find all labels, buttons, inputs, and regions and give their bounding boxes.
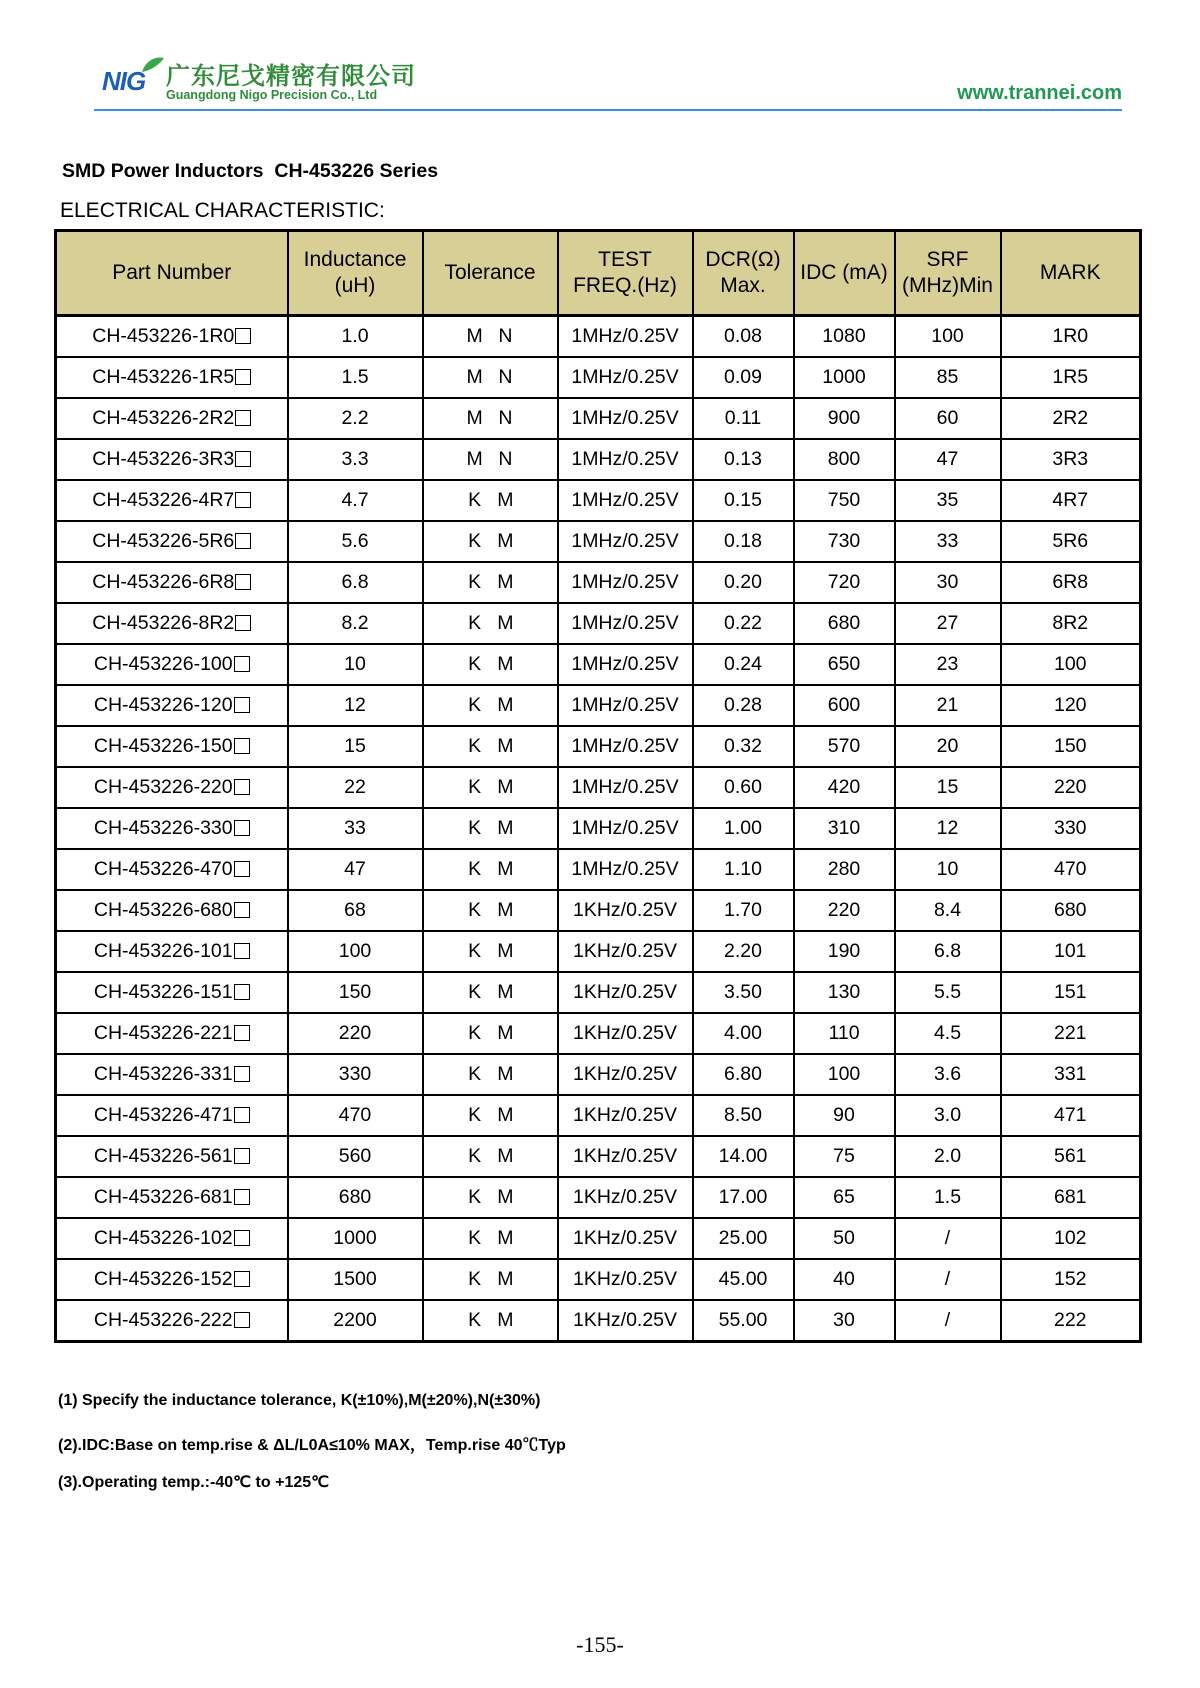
tolerance-code-box: [234, 697, 250, 713]
table-row: [56, 931, 1141, 972]
part-number-cell: CH-453226-331: [56, 1054, 288, 1095]
website-link[interactable]: www.trannei.com: [957, 82, 1122, 104]
idc-cell: 570: [794, 726, 895, 767]
dcr-cell: 14.00: [693, 1136, 794, 1177]
part-number-cell: CH-453226-100: [56, 644, 288, 685]
part-number-cell: CH-453226-5R6: [56, 521, 288, 562]
dcr-cell: 1.10: [693, 849, 794, 890]
mark-cell: 1R5: [1001, 357, 1141, 398]
part-number-cell: CH-453226-150: [56, 726, 288, 767]
mark-cell: 221: [1001, 1013, 1141, 1054]
header-srf: SRF (MHz)Min: [895, 231, 1001, 316]
table-row: [56, 849, 1141, 890]
mark-cell: 100: [1001, 644, 1141, 685]
test-freq-cell: 1KHz/0.25V: [558, 1136, 693, 1177]
table-row: [56, 1054, 1141, 1095]
header-idc: IDC (mA): [794, 231, 895, 316]
idc-cell: 220: [794, 890, 895, 931]
inductance-cell: 12: [288, 685, 423, 726]
srf-cell: /: [895, 1218, 1001, 1259]
tolerance-code-box: [234, 1148, 250, 1164]
table-row: [56, 1013, 1141, 1054]
test-freq-cell: 1KHz/0.25V: [558, 1177, 693, 1218]
tolerance-cell: K M: [423, 972, 558, 1013]
test-freq-cell: 1MHz/0.25V: [558, 726, 693, 767]
dcr-cell: 17.00: [693, 1177, 794, 1218]
inductance-cell: 8.2: [288, 603, 423, 644]
logo-mark: NIG: [102, 66, 146, 96]
tolerance-code-box: [234, 1312, 250, 1328]
dcr-cell: 4.00: [693, 1013, 794, 1054]
company-logo: [102, 56, 432, 106]
dcr-cell: 0.11: [693, 398, 794, 439]
srf-cell: 47: [895, 439, 1001, 480]
srf-cell: 3.0: [895, 1095, 1001, 1136]
table-row: [56, 1136, 1141, 1177]
srf-cell: 30: [895, 562, 1001, 603]
tolerance-cell: K M: [423, 1095, 558, 1136]
tolerance-code-box: [234, 861, 250, 877]
idc-cell: 50: [794, 1218, 895, 1259]
srf-cell: 12: [895, 808, 1001, 849]
header-tolerance: Tolerance: [423, 231, 558, 316]
mark-cell: 331: [1001, 1054, 1141, 1095]
inductance-cell: 10: [288, 644, 423, 685]
srf-cell: /: [895, 1300, 1001, 1342]
inductance-cell: 47: [288, 849, 423, 890]
dcr-cell: 25.00: [693, 1218, 794, 1259]
part-number-cell: CH-453226-8R2: [56, 603, 288, 644]
srf-cell: /: [895, 1259, 1001, 1300]
idc-cell: 730: [794, 521, 895, 562]
part-number-cell: CH-453226-152: [56, 1259, 288, 1300]
tolerance-code-box: [234, 984, 250, 1000]
header-dcr: DCR(Ω) Max.: [693, 231, 794, 316]
inductance-cell: 680: [288, 1177, 423, 1218]
part-number-cell: CH-453226-470: [56, 849, 288, 890]
srf-cell: 10: [895, 849, 1001, 890]
test-freq-cell: 1KHz/0.25V: [558, 1095, 693, 1136]
test-freq-cell: 1KHz/0.25V: [558, 1300, 693, 1342]
header-mark: MARK: [1001, 231, 1141, 316]
mark-cell: 222: [1001, 1300, 1141, 1342]
dcr-cell: 0.24: [693, 644, 794, 685]
test-freq-cell: 1MHz/0.25V: [558, 398, 693, 439]
tolerance-code-box: [235, 328, 251, 344]
mark-cell: 681: [1001, 1177, 1141, 1218]
dcr-cell: 1.00: [693, 808, 794, 849]
idc-cell: 720: [794, 562, 895, 603]
tolerance-cell: K M: [423, 603, 558, 644]
mark-cell: 152: [1001, 1259, 1141, 1300]
dcr-cell: 0.08: [693, 316, 794, 358]
table-body: [56, 316, 1141, 1342]
idc-cell: 650: [794, 644, 895, 685]
srf-cell: 85: [895, 357, 1001, 398]
idc-cell: 900: [794, 398, 895, 439]
inductance-cell: 22: [288, 767, 423, 808]
tolerance-code-box: [234, 779, 250, 795]
dcr-cell: 55.00: [693, 1300, 794, 1342]
tolerance-cell: K M: [423, 480, 558, 521]
tolerance-cell: K M: [423, 1054, 558, 1095]
table-row: [56, 972, 1141, 1013]
srf-cell: 8.4: [895, 890, 1001, 931]
table-row: [56, 357, 1141, 398]
part-number-cell: CH-453226-681: [56, 1177, 288, 1218]
dcr-cell: 6.80: [693, 1054, 794, 1095]
table-row: [56, 1218, 1141, 1259]
inductance-cell: 1.5: [288, 357, 423, 398]
table-row: [56, 890, 1141, 931]
inductance-cell: 3.3: [288, 439, 423, 480]
srf-cell: 3.6: [895, 1054, 1001, 1095]
tolerance-code-box: [234, 820, 250, 836]
test-freq-cell: 1MHz/0.25V: [558, 439, 693, 480]
mark-cell: 120: [1001, 685, 1141, 726]
table-row: [56, 767, 1141, 808]
dcr-cell: 8.50: [693, 1095, 794, 1136]
test-freq-cell: 1MHz/0.25V: [558, 562, 693, 603]
part-number-cell: CH-453226-6R8: [56, 562, 288, 603]
tolerance-code-box: [235, 574, 251, 590]
test-freq-cell: 1KHz/0.25V: [558, 931, 693, 972]
company-name-cn: 广东尼戈精密有限公司: [166, 62, 416, 90]
tolerance-code-box: [234, 1025, 250, 1041]
part-number-cell: CH-453226-471: [56, 1095, 288, 1136]
idc-cell: 90: [794, 1095, 895, 1136]
company-name-en: Guangdong Nigo Precision Co., Ltd: [166, 88, 378, 102]
idc-cell: 30: [794, 1300, 895, 1342]
tolerance-cell: M N: [423, 357, 558, 398]
inductance-cell: 68: [288, 890, 423, 931]
srf-cell: 5.5: [895, 972, 1001, 1013]
inductance-cell: 15: [288, 726, 423, 767]
dcr-cell: 3.50: [693, 972, 794, 1013]
part-number-cell: CH-453226-1R5: [56, 357, 288, 398]
dcr-cell: 45.00: [693, 1259, 794, 1300]
test-freq-cell: 1KHz/0.25V: [558, 1259, 693, 1300]
tolerance-cell: K M: [423, 1136, 558, 1177]
part-number-cell: CH-453226-151: [56, 972, 288, 1013]
dcr-cell: 0.09: [693, 357, 794, 398]
dcr-cell: 0.22: [693, 603, 794, 644]
tolerance-code-box: [234, 1107, 250, 1123]
test-freq-cell: 1MHz/0.25V: [558, 685, 693, 726]
mark-cell: 6R8: [1001, 562, 1141, 603]
tolerance-cell: K M: [423, 644, 558, 685]
dcr-cell: 0.13: [693, 439, 794, 480]
test-freq-cell: 1MHz/0.25V: [558, 644, 693, 685]
table-row: [56, 1095, 1141, 1136]
srf-cell: 20: [895, 726, 1001, 767]
inductance-cell: 1000: [288, 1218, 423, 1259]
header-inductance: Inductance (uH): [288, 231, 423, 316]
tolerance-code-box: [234, 943, 250, 959]
table-header-row: [56, 231, 1141, 316]
table-row: [56, 398, 1141, 439]
mark-cell: 471: [1001, 1095, 1141, 1136]
test-freq-cell: 1MHz/0.25V: [558, 808, 693, 849]
mark-cell: 8R2: [1001, 603, 1141, 644]
table-row: [56, 685, 1141, 726]
dcr-cell: 0.15: [693, 480, 794, 521]
idc-cell: 65: [794, 1177, 895, 1218]
inductance-cell: 560: [288, 1136, 423, 1177]
dcr-cell: 2.20: [693, 931, 794, 972]
idc-cell: 190: [794, 931, 895, 972]
dcr-cell: 0.18: [693, 521, 794, 562]
tolerance-code-box: [235, 615, 251, 631]
test-freq-cell: 1MHz/0.25V: [558, 480, 693, 521]
part-number-cell: CH-453226-120: [56, 685, 288, 726]
tolerance-cell: K M: [423, 521, 558, 562]
tolerance-cell: K M: [423, 808, 558, 849]
mark-cell: 102: [1001, 1218, 1141, 1259]
table-row: [56, 521, 1141, 562]
srf-cell: 60: [895, 398, 1001, 439]
mark-cell: 151: [1001, 972, 1141, 1013]
dcr-cell: 0.60: [693, 767, 794, 808]
idc-cell: 1000: [794, 357, 895, 398]
tolerance-code-box: [235, 410, 251, 426]
part-number-cell: CH-453226-101: [56, 931, 288, 972]
mark-cell: 470: [1001, 849, 1141, 890]
test-freq-cell: 1KHz/0.25V: [558, 1054, 693, 1095]
idc-cell: 40: [794, 1259, 895, 1300]
test-freq-cell: 1MHz/0.25V: [558, 603, 693, 644]
tolerance-cell: K M: [423, 726, 558, 767]
tolerance-code-box: [234, 1189, 250, 1205]
note-operating-temp: (3).Operating temp.:-40℃ to +125℃: [58, 1474, 330, 1491]
part-number-cell: CH-453226-102: [56, 1218, 288, 1259]
tolerance-code-box: [234, 1230, 250, 1246]
page-number: -155-: [576, 1632, 624, 1657]
table-row: [56, 316, 1141, 358]
part-number-cell: CH-453226-680: [56, 890, 288, 931]
test-freq-cell: 1MHz/0.25V: [558, 849, 693, 890]
table-row: [56, 644, 1141, 685]
tolerance-code-box: [234, 1066, 250, 1082]
tolerance-code-box: [234, 1271, 250, 1287]
part-number-cell: CH-453226-3R3: [56, 439, 288, 480]
table-row: [56, 808, 1141, 849]
idc-cell: 600: [794, 685, 895, 726]
mark-cell: 3R3: [1001, 439, 1141, 480]
part-number-cell: CH-453226-1R0: [56, 316, 288, 358]
table-row: [56, 726, 1141, 767]
tolerance-cell: K M: [423, 931, 558, 972]
section-title: ELECTRICAL CHARACTERISTIC:: [60, 199, 385, 222]
idc-cell: 310: [794, 808, 895, 849]
part-number-cell: CH-453226-4R7: [56, 480, 288, 521]
tolerance-code-box: [234, 902, 250, 918]
part-number-cell: CH-453226-221: [56, 1013, 288, 1054]
srf-cell: 1.5: [895, 1177, 1001, 1218]
test-freq-cell: 1MHz/0.25V: [558, 357, 693, 398]
part-number-cell: CH-453226-330: [56, 808, 288, 849]
part-number-cell: CH-453226-2R2: [56, 398, 288, 439]
mark-cell: 220: [1001, 767, 1141, 808]
tolerance-cell: K M: [423, 685, 558, 726]
srf-cell: 35: [895, 480, 1001, 521]
mark-cell: 1R0: [1001, 316, 1141, 358]
test-freq-cell: 1MHz/0.25V: [558, 767, 693, 808]
inductance-cell: 150: [288, 972, 423, 1013]
inductance-cell: 1.0: [288, 316, 423, 358]
mark-cell: 5R6: [1001, 521, 1141, 562]
srf-cell: 21: [895, 685, 1001, 726]
header-divider: [94, 109, 1122, 111]
dcr-cell: 0.28: [693, 685, 794, 726]
srf-cell: 4.5: [895, 1013, 1001, 1054]
inductance-cell: 4.7: [288, 480, 423, 521]
mark-cell: 101: [1001, 931, 1141, 972]
tolerance-code-box: [234, 656, 250, 672]
table-row: [56, 480, 1141, 521]
tolerance-cell: K M: [423, 1300, 558, 1342]
mark-cell: 330: [1001, 808, 1141, 849]
note-tolerance: (1) Specify the inductance tolerance, K(±10%),M(±20%),N(±30%): [58, 1392, 541, 1409]
tolerance-cell: K M: [423, 890, 558, 931]
mark-cell: 150: [1001, 726, 1141, 767]
idc-cell: 130: [794, 972, 895, 1013]
test-freq-cell: 1MHz/0.25V: [558, 521, 693, 562]
srf-cell: 100: [895, 316, 1001, 358]
tolerance-code-box: [235, 369, 251, 385]
part-number-cell: CH-453226-222: [56, 1300, 288, 1342]
tolerance-code-box: [234, 738, 250, 754]
srf-cell: 23: [895, 644, 1001, 685]
dcr-cell: 0.20: [693, 562, 794, 603]
tolerance-cell: K M: [423, 1177, 558, 1218]
dcr-cell: 0.32: [693, 726, 794, 767]
inductance-cell: 2200: [288, 1300, 423, 1342]
srf-cell: 33: [895, 521, 1001, 562]
test-freq-cell: 1KHz/0.25V: [558, 1218, 693, 1259]
inductance-cell: 1500: [288, 1259, 423, 1300]
mark-cell: 680: [1001, 890, 1141, 931]
table-row: [56, 1177, 1141, 1218]
table-row: [56, 1300, 1141, 1342]
idc-cell: 75: [794, 1136, 895, 1177]
note-idc: (2).IDC:Base on temp.rise & ΔL/L0A≤10% MAX，Temp.rise 40℃Typ: [58, 1437, 566, 1454]
tolerance-cell: M N: [423, 316, 558, 358]
test-freq-cell: 1KHz/0.25V: [558, 1013, 693, 1054]
tolerance-cell: M N: [423, 439, 558, 480]
idc-cell: 750: [794, 480, 895, 521]
tolerance-cell: K M: [423, 849, 558, 890]
idc-cell: 680: [794, 603, 895, 644]
table-row: [56, 439, 1141, 480]
part-number-cell: CH-453226-220: [56, 767, 288, 808]
tolerance-cell: K M: [423, 1259, 558, 1300]
tolerance-cell: K M: [423, 767, 558, 808]
test-freq-cell: 1KHz/0.25V: [558, 972, 693, 1013]
inductance-cell: 470: [288, 1095, 423, 1136]
idc-cell: 800: [794, 439, 895, 480]
inductance-cell: 100: [288, 931, 423, 972]
inductance-cell: 6.8: [288, 562, 423, 603]
idc-cell: 110: [794, 1013, 895, 1054]
test-freq-cell: 1KHz/0.25V: [558, 890, 693, 931]
idc-cell: 280: [794, 849, 895, 890]
mark-cell: 2R2: [1001, 398, 1141, 439]
inductance-cell: 220: [288, 1013, 423, 1054]
table-row: [56, 562, 1141, 603]
tolerance-cell: K M: [423, 1013, 558, 1054]
inductance-cell: 5.6: [288, 521, 423, 562]
dcr-cell: 1.70: [693, 890, 794, 931]
inductance-cell: 330: [288, 1054, 423, 1095]
test-freq-cell: 1MHz/0.25V: [558, 316, 693, 358]
srf-cell: 15: [895, 767, 1001, 808]
tolerance-cell: K M: [423, 1218, 558, 1259]
table-row: [56, 603, 1141, 644]
part-number-cell: CH-453226-561: [56, 1136, 288, 1177]
tolerance-code-box: [235, 492, 251, 508]
inductance-cell: 2.2: [288, 398, 423, 439]
srf-cell: 6.8: [895, 931, 1001, 972]
header-part-number: Part Number: [56, 231, 288, 316]
electrical-characteristics-table: [54, 229, 1142, 1343]
tolerance-code-box: [235, 533, 251, 549]
header-test-freq: TEST FREQ.(Hz): [558, 231, 693, 316]
idc-cell: 420: [794, 767, 895, 808]
srf-cell: 27: [895, 603, 1001, 644]
inductance-cell: 33: [288, 808, 423, 849]
tolerance-cell: K M: [423, 562, 558, 603]
srf-cell: 2.0: [895, 1136, 1001, 1177]
series-title: SMD Power Inductors CH-453226 Series: [62, 160, 439, 182]
notes: [58, 1392, 566, 1512]
tolerance-cell: M N: [423, 398, 558, 439]
idc-cell: 1080: [794, 316, 895, 358]
idc-cell: 100: [794, 1054, 895, 1095]
tolerance-code-box: [235, 451, 251, 467]
mark-cell: 4R7: [1001, 480, 1141, 521]
table-row: [56, 1259, 1141, 1300]
mark-cell: 561: [1001, 1136, 1141, 1177]
